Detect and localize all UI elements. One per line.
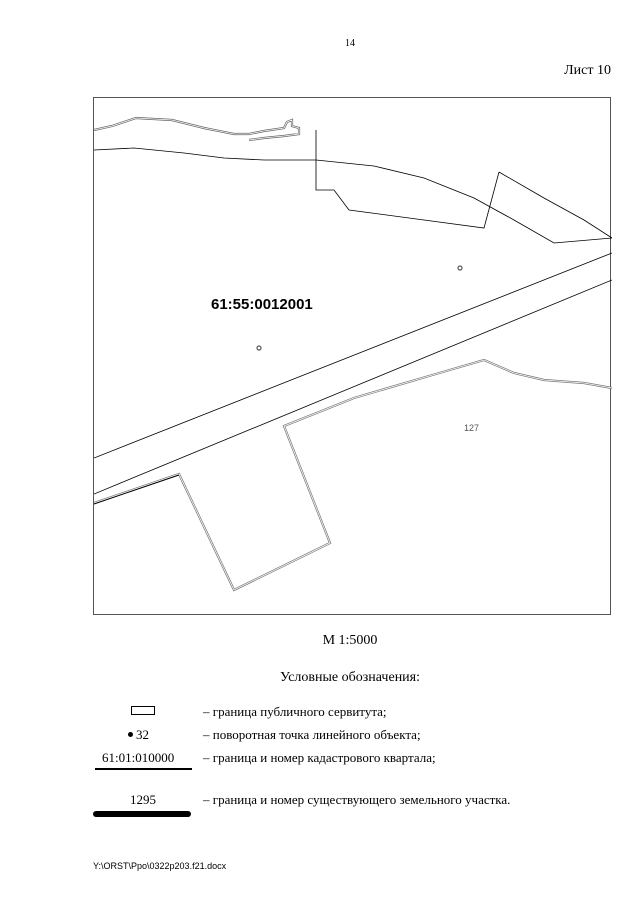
scale-label: М 1:5000 [322, 633, 378, 648]
legend-text-quarter: – граница и номер кадастрового квартала; [203, 750, 436, 765]
parcel-boundary [316, 130, 499, 228]
legend-symbol-point [128, 732, 133, 737]
cadastral-quarter-label: 61:55:0012001 [211, 296, 313, 313]
legend-quarter-number: 61:01:010000 [102, 750, 175, 765]
sheet-label: Лист 10 [564, 63, 611, 78]
legend-title: Условные обозначения: [279, 670, 421, 685]
legend-point-number: 32 [136, 727, 149, 742]
parcel-boundary-top [94, 118, 299, 140]
map-frame [93, 97, 611, 615]
footer-file-path: Y:\ORST\Ppo\0322p203.f21.docx [93, 861, 227, 871]
page-number: 14 [345, 38, 355, 49]
boundary-line [94, 148, 612, 243]
legend-text-point: – поворотная точка линейного объекта; [203, 727, 421, 742]
parcel-number-label: 127 [464, 423, 480, 433]
legend-symbol-servitude [131, 706, 155, 715]
cadastral-map [94, 98, 612, 616]
legend-parcel-number: 1295 [130, 792, 156, 807]
legend-parcel-line [93, 811, 191, 817]
legend-text-parcel: – граница и номер существующего земельного участка. [203, 792, 511, 807]
parcel-boundary-bottom-left [94, 475, 179, 504]
legend-quarter-line [95, 768, 192, 770]
road-edge-upper [94, 253, 612, 458]
legend-text-servitude: – граница публичного сервитута; [203, 704, 387, 719]
parcel-127-boundary [94, 360, 612, 590]
road-edge-lower [94, 280, 612, 494]
point-marker [257, 346, 261, 350]
point-marker [458, 266, 462, 270]
boundary-line-right [499, 172, 612, 238]
